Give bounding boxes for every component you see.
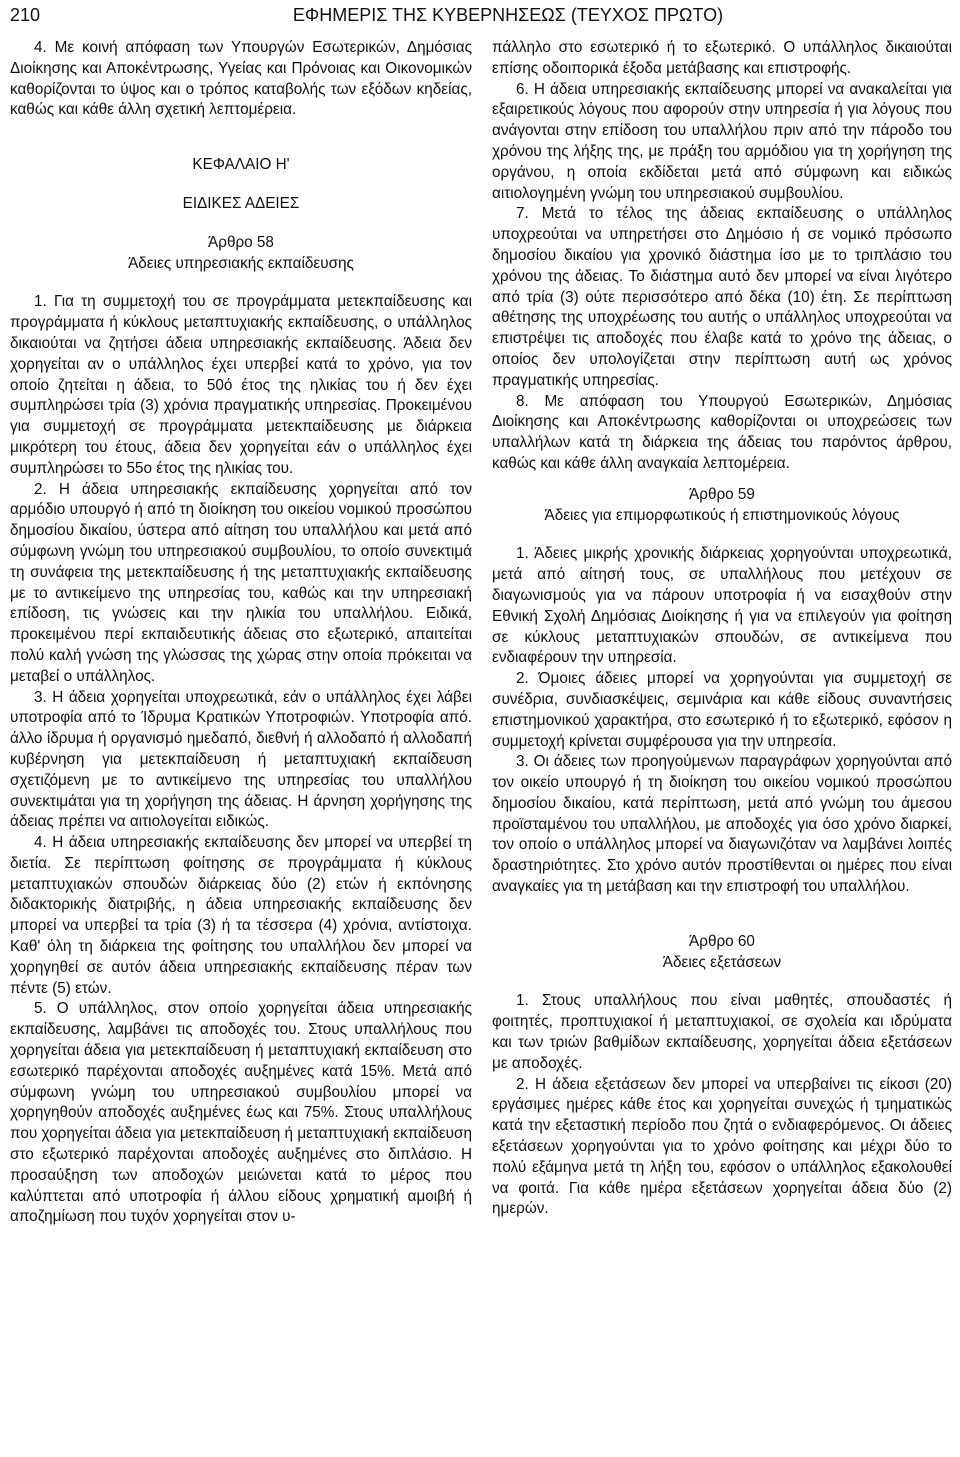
article-58-paragraph-1: 1. Για τη συμμετοχή του σε προγράμματα μετεκπαίδευσης και προγράμματα ή κύκλους μεταπτυχιακής εκπαίδευσης, ο υπάλληλος δικαιούται να ζητήσει άδεια υπηρεσιακής εκπαίδευσης. Άδεια δεν χορηγείται αν ο υπάλληλος έχει υπερβεί κατά το χρόνο, για τον οποίο ζητείται η άδεια, το 50ό έτος της ηλικίας του ή δεν έχει συμπληρώσει τρία (3) χρόνια πραγματικής υπηρεσίας. Προκειμένου για συμμετοχή σε προγράμματα μετεκπαίδευσης με διάρκεια μικρότερη του έτους, άδεια δεν χορηγείται εάν ο υπάλληλος έχει συμπληρώσει το 55ο έτος της ηλικίας του. bbox=[10, 293, 472, 477]
article-59-subtitle: Άδειες για επιμορφωτικούς ή επιστημονικούς λόγους bbox=[544, 506, 900, 524]
article-60-title: Άρθρο 60 bbox=[689, 932, 755, 950]
article-59-title: Άρθρο 59 bbox=[689, 485, 755, 503]
paragraph-art57-4: 4. Με κοινή απόφαση των Υπουργών Εσωτερικών, Δημόσιας Διοίκησης και Αποκέντρωσης, Υγείας και Πρόνοιας και Οικονομικών καθορίζονται το ύψος και ο τρόπος καταβολής των εξόδων κηδείας, καθώς και κάθε άλλη σχετική λεπτομέρεια. bbox=[10, 39, 472, 119]
article-58-paragraph-6: 6. Η άδεια υπηρεσιακής εκπαίδευσης μπορεί να ανακαλείται για εξαιρετικούς λόγους που αφορούν στην υπηρεσία ή για λόγους που ανάγονται στην επίδοση του υπαλλήλου πριν από την πάροδο του χρόνου της λήξης της, με πράξη του αρμόδιου για τη χορήγηση της οργάνου, η οποία εκδίδεται μετά από σύμφωνη και ειδικώς αιτιολογημένη γνώμη του υπηρεσιακού συμβουλίου. bbox=[492, 80, 952, 202]
page-number: 210 bbox=[10, 5, 41, 25]
article-58-title: Άρθρο 58 bbox=[208, 233, 274, 251]
article-58-paragraph-4: 4. Η άδεια υπηρεσιακής εκπαίδευσης δεν μπορεί να υπερβεί τη διετία. Σε περίπτωση φοίτησης σε προγράμματα ή κύκλους μεταπτυχιακών σπουδών διάρκειας δύο (2) ετών ή εκπόνησης διδακτορικής διατριβής, η άδεια υπηρεσιακής εκπαίδευσης δεν μπορεί να υπερβεί τα τρία (3) ή τα τέσσερα (4) χρόνια, αντίστοιχα. Καθ' όλη τη διάρκεια της φοίτησης του υπαλλήλου δεν μπορεί να χορηγηθεί σε αυτόν άδεια υπηρεσιακής εκπαίδευσης πέραν των πέντε (5) ετών. bbox=[10, 834, 472, 997]
article-58-paragraph-2: 2. Η άδεια υπηρεσιακής εκπαίδευσης χορηγείται από τον αρμόδιο υπουργό ή από τη διοίκηση του οικείου νομικού προσώπου δημοσίου δικαίου, ύστερα από αίτηση του υπαλλήλου και μετά από σύμφωνη γνώμη του υπηρεσιακού συμβουλίου, το οποίο συνεκτιμά τη συνάφεια της μετεκπαίδευσης ή της μεταπτυχιακής εκπαίδευσης με το αντικείμενο της υπηρεσίας του, καθώς και την υπηρεσιακή επίδοση, τις γνώσεις και την ηλικία του υπαλλήλου. Ειδικά, προκειμένου περί εκπαιδευτικής άδειας στο εξωτερικό, απαιτείται πολύ καλή γνώση της γλώσσας της χώρας στην οποία πρόκειται να μεταβεί ο υπάλληλος. bbox=[10, 480, 472, 685]
chapter-title: ΚΕΦΑΛΑΙΟ Η' bbox=[192, 156, 290, 174]
article-60-paragraph-2: 2. Η άδεια εξετάσεων δεν μπορεί να υπερβαίνει τις είκοσι (20) εργάσιμες ημέρες κάθε έτος και χορηγείται συνεχώς ή τμηματικώς κατά την εξεταστική περίοδο που ζητά ο ενδιαφερόμενος. Οι άδειες εξετάσεων χορηγούνται για το χρόνο φοίτησης και μέχρι δύο το πολύ εξάμηνα μετά τη λήξη του, εφόσον ο υπάλληλος εξακολουθεί να φοιτά. Για κάθε ημέρα εξετάσεων χορηγείται άδεια δύο (2) ημερών. bbox=[492, 1075, 952, 1218]
article-59-paragraph-1: 1. Άδειες μικρής χρονικής διάρκειας χορηγούνται υποχρεωτικά, μετά από αίτησή τους, σε υπαλλήλους που μετέχουν σε διαγωνισμούς για να πάρουν υποτροφία ή να εισαχθούν στην Εθνική Σχολή Δημόσιας Διοίκησης ή για να επιλεγούν για φοίτηση σε κύκλους μεταπτυχιακών σπουδών, σε αντικείμενα που ενδιαφέρουν την υπηρεσία. bbox=[492, 545, 952, 667]
left-column bbox=[10, 38, 472, 1228]
article-58-paragraph-7: 7. Μετά το τέλος της άδειας εκπαίδευσης ο υπάλληλος υποχρεούται να υπηρετήσει στο Δημόσιο ή σε νομικό πρόσωπο δημοσίου δικαίου για χρονικό διάστημα ίσο με το τριπλάσιο του χρόνου της άδειας. Το διάστημα αυτό δεν μπορεί να είναι λιγότερο από τρία (3) ούτε περισσότερο από δέκα (10) έτη. Σε περίπτωση αθέτησης της υποχρέωσης του αυτής ο υπάλληλος υποχρεούται να επιστρέψει τις αποδοχές που έλαβε κατά το χρόνο της άδειας, ο οποίος δεν υπολογίζεται στην περίπτωση αυτή ως χρόνος πραγματικής υπηρεσίας. bbox=[492, 205, 952, 389]
article-59-paragraph-2: 2. Όμοιες άδειες μπορεί να χορηγούνται για συμμετοχή σε συνέδρια, συνδιασκέψεις, σεμινάρια και κάθε είδους συναντήσεις επιστημονικού χαρακτήρα, στο εσωτερικό ή το εξωτερικό, εφόσον η συμμετοχή κρίνεται συμφέρουσα για την υπηρεσία. bbox=[492, 670, 952, 750]
gazette-title: ΕΦΗΜΕΡΙΣ ΤΗΣ ΚΥΒΕΡΝΗΣΕΩΣ (ΤΕΥΧΟΣ ΠΡΩΤΟ) bbox=[292, 5, 724, 25]
article-58-paragraph-5: 5. Ο υπάλληλος, στον οποίο χορηγείται άδεια υπηρεσιακής εκπαίδευσης, λαμβάνει τις αποδοχές του. Στους υπαλλήλους που χορηγείται άδεια για μετεκπαίδευση ή μεταπτυχιακή εκπαίδευση στο εσωτερικό παρέχονται αποδοχές αυξημένες κατά 15%. Μετά από σύμφωνη γνώμη του υπηρεσιακού συμβουλίου μπορεί να χορηγηθούν αποδοχές αυξημένες έως και 75%. Στους υπαλλήλους που χορηγείται άδεια για μετεκπαίδευση ή μεταπτυχιακή εκπαίδευση στο εξωτερικό παρέχονται αποδοχές αυξημένες στο διπλάσιο. Η προσαύξηση των αποδοχών μειώνεται κατά το μέρος που καλύπτεται από υποτροφία ή άλλου είδους χρηματική αμοιβή ή αποζημίωση που τυχόν χορηγείται στον υ- bbox=[10, 1000, 472, 1226]
article-60-paragraph-1: 1. Στους υπαλλήλους που είναι μαθητές, σπουδαστές ή φοιτητές, προπτυχιακοί ή μεταπτυχιακοί, σε σχολεία και ιδρύματα και των τριών βαθμίδων εκπαίδευσης, χορηγείται άδεια εξετάσεων με αποδοχές. bbox=[492, 992, 952, 1072]
article-58-subtitle: Άδειες υπηρεσιακής εκπαίδευσης bbox=[128, 254, 354, 272]
article-60-subtitle: Άδειες εξετάσεων bbox=[662, 953, 782, 971]
page-header bbox=[10, 2, 946, 28]
article-58-paragraph-8: 8. Με απόφαση του Υπουργού Εσωτερικών, Δημόσιας Διοίκησης και Αποκέντρωσης καθορίζονται οι υποχρεώσεις των υπαλλήλων κατά τη διάρκεια της άδειας του παρόντος άρθρου, καθώς και κάθε άλλη αναγκαία λεπτομέρεια. bbox=[492, 392, 952, 472]
right-column bbox=[492, 38, 952, 1220]
chapter-subtitle: ΕΙΔΙΚΕΣ ΑΔΕΙΕΣ bbox=[182, 194, 300, 212]
article-58-paragraph-5-continued: πάλληλο στο εσωτερικό ή το εξωτερικό. Ο υπάλληλος δικαιούται επίσης οδοιπορικά έξοδα μετάβασης και επιστροφής. bbox=[492, 39, 952, 77]
article-59-paragraph-3: 3. Οι άδειες των προηγούμενων παραγράφων χορηγούνται από τον οικείο υπουργό ή τη διοίκηση του οικείου νομικού προσώπου δημοσίου δικαίου, κατά περίπτωση, μετά από γνώμη του άμεσου προϊσταμένου του υπαλλήλου, με αποδοχές για όσο χρόνο διαρκεί, τον οποίο ο υπάλληλος μπορεί να διαγωνιζόταν να λαμβάνει λοιπές δραστηριότητες. Στο χρόνο αυτόν προστίθενται οι ημέρες που είναι αναγκαίες για τη μετάβαση και την επιστροφή του υπαλλήλου. bbox=[492, 753, 952, 896]
article-58-paragraph-3: 3. Η άδεια χορηγείται υποχρεωτικά, εάν ο υπάλληλος έχει λάβει υποτροφία από το Ίδρυμα Κρατικών Υποτροφιών. Υποτροφία από. άλλο ίδρυμα ή οργανισμό ημεδαπό, διεθνή ή αλλοδαπό ή αλλοδαπή κυβέρνηση για μετεκπαίδευση ή μεταπτυχιακή εκπαίδευση σχετιζόμενη με το αντικείμενο της υπηρεσίας του υπαλλήλου συνεκτιμάται για τη χορήγηση της άδειας. Η άρνηση χορήγησης της άδειας πρέπει να αιτιολογείται ειδικώς. bbox=[10, 688, 472, 831]
